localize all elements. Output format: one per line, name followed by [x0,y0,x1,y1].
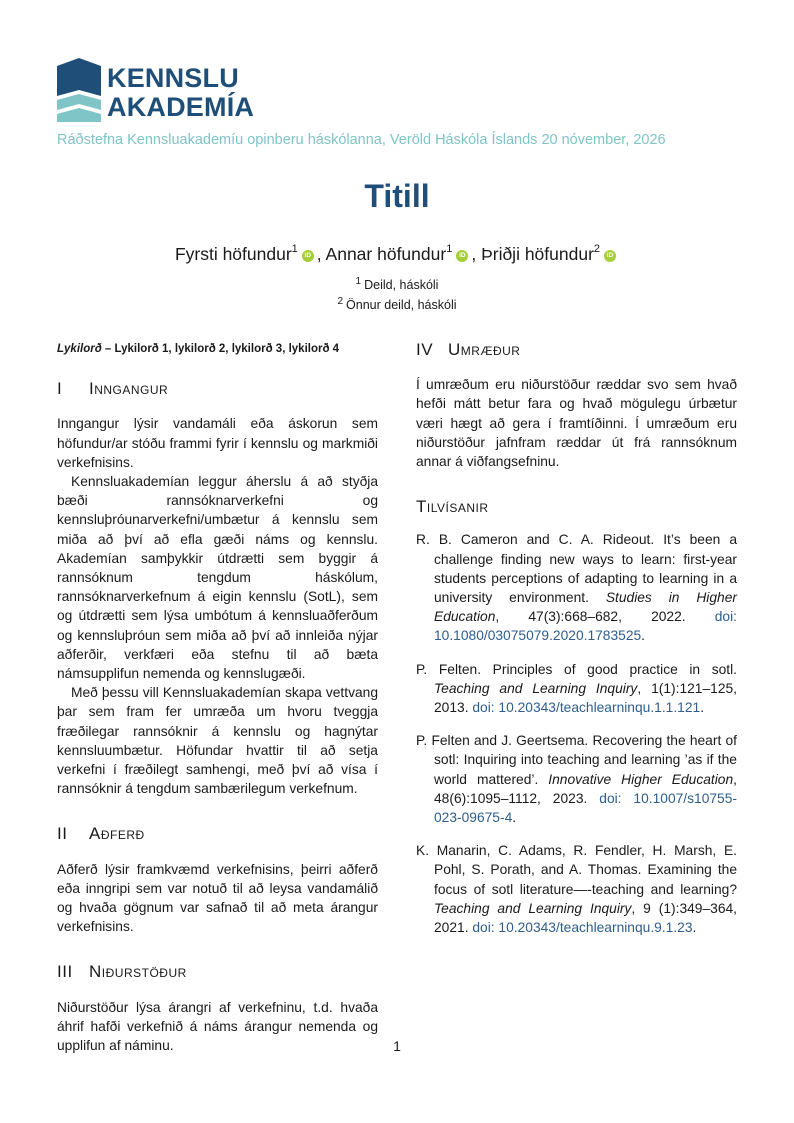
section-heading [57,962,378,981]
ref-venue: Teaching and Learning Inquiry [434,900,632,916]
ref-doi-link[interactable]: doi: 10.1007/s10755-023-09675-4 [434,790,737,826]
orcid-icon[interactable]: iD [604,250,616,262]
ref-venue: Teaching and Learning Inquiry [434,680,638,696]
ref-details: , 9 (1):349–364, 2021. [434,900,738,936]
section-title: Inngangur [89,379,169,399]
ref-authors: P. Felten and J. Geertsema. [416,733,589,749]
logo-mark-icon [57,58,101,122]
section-number: I [57,379,63,399]
ref-venue: Innovative Higher Education [548,771,734,787]
paragraph: Kennsluakademían leggur áherslu á að styðja bæði rannsóknarverkefni og kennsluþróunarverkefni/umbætur á kennslu sem miða að því að efla gæði náms og kennslu. Akademían samþykkir útdrætti sem byggir á rannsóknum tengdum háskólum, rannsóknarverkefnum á eigin kennslu (SotL), sem og útdrætti sem lýsa umbótum á kennsluaðferðum og kennsluþróun sem miða að því að innleiða nýjar aðferðir, verkfæri eða stefnu til að bæta námsupplifun nemenda og kennslugæði. [57,474,378,682]
references-heading: Tilvísanir [416,497,489,517]
ref-venue: Studies in Higher Education [434,590,737,625]
kennsluakademia-logo [57,58,287,124]
left-column [57,340,378,1081]
ref-doi-link[interactable]: doi: 10.20343/teachlearninqu.1.1.121 [472,700,701,716]
paper-title: Titill [364,178,430,214]
affiliation-2 [0,296,794,312]
ref-end: . [700,700,705,716]
reference-item [416,660,737,718]
paragraph: Niðurstöður lýsa árangri af verkefninu, t.d. hvaða áhrif hafði verkefnið á náms árangur nemenda og upplifun af náminu. [57,999,378,1054]
keywords [57,340,378,359]
ref-doi-link[interactable]: doi: 10.20343/teachlearninqu.9.1.23 [472,920,693,936]
ref-title: It’s been a challenge finding new ways to learn: first-year students perceptions of adapting to learning in a university environment. [434,532,737,606]
section-title: Umræður [448,340,521,359]
author-name: Annar höfundur [325,244,447,264]
section-title: Aðferð [89,824,145,844]
logo-line-1: KENNSLU [107,63,239,93]
affiliation-mark: 2 [337,296,344,307]
author-name: Þriðji höfundur [481,244,594,264]
ref-details: , 48(6):1095–1112, 2023. [434,771,737,806]
paragraph: Inngangur lýsir vandamáli eða áskorun sem höfundur/ar stóðu frammi fyrir í kennslu og markmiði verkefnisins. [57,416,378,470]
affiliation-text: Önnur deild, háskóli [346,298,457,312]
logo-line-2: AKADEMÍA [107,92,255,122]
section-number: IV [416,340,434,359]
author-name: Fyrsti höfundur [174,244,292,264]
section-title: Niðurstöður [89,962,187,982]
orcid-icon[interactable]: iD [456,250,468,262]
conference-line: Ráðstefna Kennsluakademíu opinberu háskólanna, Veröld Háskóla Íslands 20 nóvember, 2026 [57,132,666,148]
paragraph: Í umræðum eru niðurstöður ræddar svo sem hvað hefði mátt betur fara og hvað mögulegu úrbætur væri hægt að gera í framtíðinni. Í umræðum eru niðurstöður jafnfram ræddar út frá rannsóknum annar á viðfangsefninu. [416,377,737,470]
orcid-icon[interactable]: iD [302,250,314,262]
section-heading [416,340,737,359]
ref-title: Principles of good practice in sotl. [481,661,737,677]
author-separator: , [471,244,482,264]
ref-doi-link[interactable]: doi: 10.1080/03075079.2020.1783525 [434,609,737,644]
section-discussion [416,340,737,471]
right-column [416,340,737,951]
section-number: II [57,824,68,844]
ref-authors: K. Manarin, C. Adams, R. Fendler, H. Marsh, E. Pohl, S. Porath, and A. Thomas. [416,843,737,878]
ref-title: Recovering the heart of sotl: Inquiring into teaching and learning ’as if the world mattered’. [434,733,737,787]
ref-end: . [692,920,697,936]
ref-details: , 1(1):121–125, 2013. [434,680,737,716]
ref-end: . [512,810,517,826]
affiliation-text: Deild, háskóli [364,278,439,292]
reference-item [416,841,737,937]
page-number: 1 [393,1038,401,1054]
ref-authors: P. Felten. [416,661,482,677]
author-affiliation-mark: 2 [593,243,601,255]
section-number: III [57,962,73,982]
reference-item [416,530,737,645]
section-method [57,824,378,936]
keywords-dash: – [101,343,115,355]
author-separator: , [316,244,326,264]
affiliation-mark: 1 [355,276,362,287]
paragraph: Með þessu vill Kennsluakademían skapa vettvang þar sem fram fer umræða um hvoru tveggja fræðilegar rannsóknir á kennslu og hagnýtar kennsluumbætur. Höfundar hvattir til að setja verkefni í fræðilegt samhengi, með því að vísa í rannsóknir á tengdum sambærilegum verkefnum. [57,685,378,797]
section-heading [57,379,378,398]
logo-wordmark [107,64,254,122]
keywords-text: Lykilorð 1, lykilorð 2, lykilorð 3, lykilorð 4 [114,343,340,355]
reference-item [416,731,737,827]
author-affiliation-mark: 1 [291,243,298,255]
keywords-label: Lykilorð [57,343,102,355]
section-heading [57,824,378,843]
affiliation-1 [0,276,794,292]
ref-title: Examining the focus of sotl literature—-teaching and learning? [434,862,737,897]
author-list [0,243,794,265]
ref-authors: R. B. Cameron and C. A. Rideout. [416,532,655,548]
section-introduction [57,379,378,798]
ref-end: . [641,628,646,644]
paragraph: Aðferð lýsir framkvæmd verkefnisins, þeirri aðferð eða inngripi sem var notuð til að leysa vandamálið og hvaða gögnum var safnað til að meta árangur verkefnisins. [57,861,378,935]
author-affiliation-mark: 1 [446,243,453,255]
ref-details: , 47(3):668–682, 2022. [495,609,715,625]
